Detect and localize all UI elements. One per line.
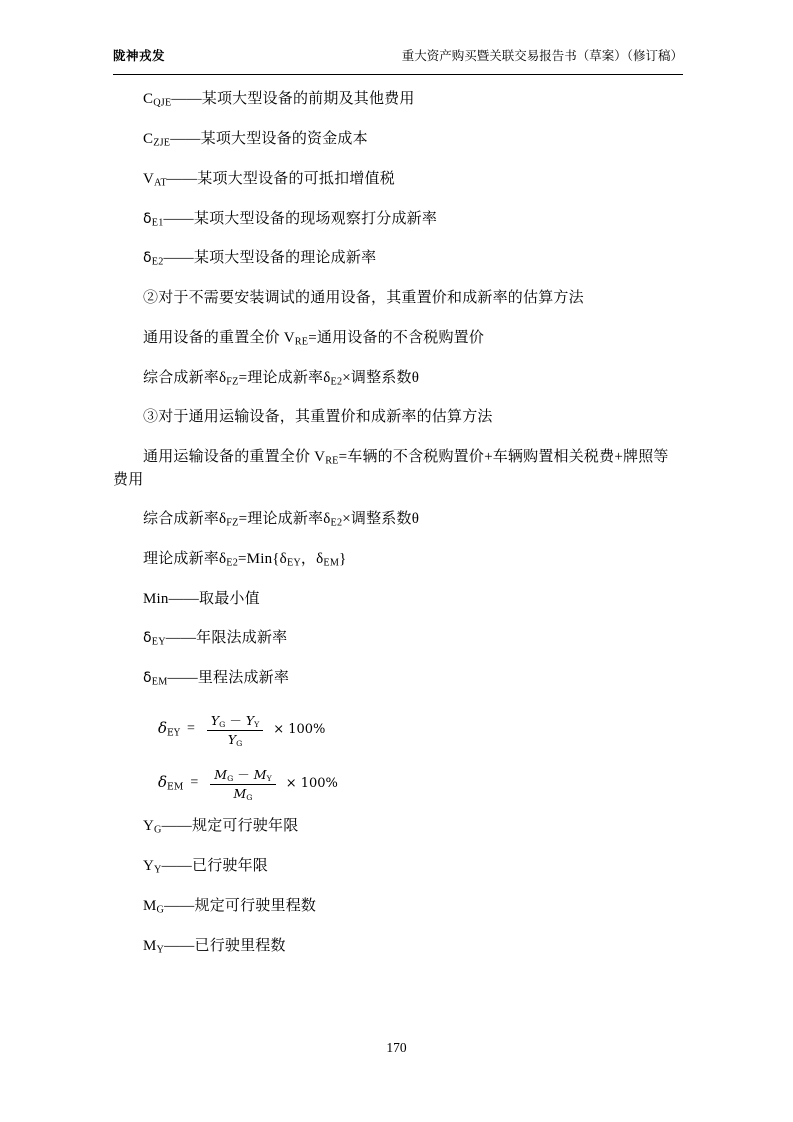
formula-denominator: $Y_G$ — [227, 731, 243, 748]
definition-line-cqje — [113, 88, 683, 111]
definition-text: ——里程法成新率 — [167, 670, 290, 687]
definition-line-my — [113, 935, 683, 958]
definition-line-mg — [113, 895, 683, 918]
formula-equals-sign: = — [190, 775, 199, 791]
definition-line-delta-e1 — [113, 208, 683, 231]
page-content — [113, 88, 683, 975]
definition-text: ——已行驶年限 — [161, 857, 269, 874]
symbol-delta-subscript: FZ — [226, 376, 239, 388]
formula-numerator: $Y_G - Y_Y$ — [207, 711, 263, 731]
formula-text: =理论成新率δ — [238, 369, 331, 386]
definition-line-czje — [113, 128, 683, 151]
composite-rate-label: 综合成新率δ — [143, 369, 227, 386]
definition-line-vat — [113, 168, 683, 191]
formula-line-delta-fz-general — [113, 367, 683, 390]
definition-text: ——年限法成新率 — [165, 630, 288, 647]
formula-denominator: $M_G$ — [233, 785, 253, 802]
theoretical-rate-label: 理论成新率δ — [143, 551, 227, 568]
page-header — [113, 46, 683, 72]
symbol-delta: δ — [143, 630, 152, 647]
paragraph-item-3: ③对于通用运输设备，其重置价和成新率的估算方法 — [143, 409, 493, 426]
page-number: 170 — [386, 1040, 407, 1055]
symbol-c-subscript: ZJE — [153, 137, 171, 149]
symbol-delta: δ — [143, 670, 152, 687]
formula-numerator: $M_G - M_Y$ — [210, 765, 275, 785]
formula-text: =车辆的不含税购置价+车辆购置相关税费+牌照等费用 — [113, 448, 669, 488]
symbol-v: V — [143, 170, 155, 187]
symbol-delta-subscript-2: EY — [286, 557, 301, 569]
formula-fraction — [207, 711, 263, 748]
symbol-c-subscript: QJE — [153, 97, 172, 109]
symbol-delta-subscript: E2 — [226, 557, 238, 569]
symbol-v-subscript: AT — [154, 177, 167, 189]
formula-percent-multiplier: × 100% — [273, 721, 326, 737]
formula-fraction — [210, 765, 275, 802]
symbol-delta-subscript: EY — [151, 636, 166, 648]
formula-percent-multiplier: × 100% — [285, 775, 338, 791]
symbol-m-subscript: Y — [156, 944, 165, 956]
definition-line-yg — [113, 815, 683, 838]
formula-line-delta-e2-min — [113, 548, 683, 571]
symbol-y-subscript: Y — [154, 864, 162, 876]
formula-equals-sign: = — [186, 721, 195, 737]
definition-text: ——某项大型设备的可抵扣增值税 — [166, 170, 395, 187]
symbol-m-subscript: G — [156, 904, 165, 916]
formula-text: =Min{δ — [238, 551, 287, 568]
symbol-delta-subscript: E2 — [151, 256, 164, 268]
formula-block-delta-em — [113, 761, 683, 805]
formula-line-vre-general — [113, 327, 683, 350]
definition-text: ——某项大型设备的资金成本 — [170, 130, 368, 147]
symbol-delta: δ — [143, 250, 152, 267]
symbol-delta-subscript-2: E2 — [330, 376, 343, 388]
header-divider — [113, 74, 683, 75]
formula-lhs-symbol: $\delta_{EM}$ — [158, 773, 184, 793]
definition-text: ——某项大型设备的现场观察打分成新率 — [163, 210, 438, 227]
definition-text: ——规定可行驶里程数 — [164, 897, 317, 914]
formula-text-3: } — [339, 551, 347, 568]
symbol-delta-subscript: FZ — [226, 517, 239, 529]
definition-line-yy — [113, 855, 683, 878]
composite-rate-label: 综合成新率δ — [143, 511, 227, 528]
symbol-v-subscript: RE — [294, 336, 309, 348]
symbol-m: M — [143, 937, 157, 954]
symbol-c: C — [143, 130, 154, 147]
header-company-name: 陇神戎发 — [113, 49, 166, 63]
formula-text-2: ×调整系数θ — [342, 369, 420, 386]
symbol-delta: δ — [143, 210, 152, 227]
formula-text: =理论成新率δ — [238, 511, 331, 528]
definition-line-min: Min——取最小值 — [143, 590, 260, 607]
formula-lhs-symbol: $\delta_{EY}$ — [158, 719, 180, 739]
formula-text-2: ×调整系数θ — [342, 511, 420, 528]
definition-text: ——已行驶里程数 — [164, 937, 286, 954]
header-document-title: 重大资产购买暨关联交易报告书（草案）（修订稿） — [401, 49, 683, 63]
symbol-c: C — [143, 91, 154, 107]
definition-line-delta-em — [113, 667, 683, 690]
symbol-m: M — [143, 897, 157, 914]
formula-text: =通用设备的不含税购置价 — [308, 329, 485, 346]
paragraph-item-2: ②对于不需要安装调试的通用设备，其重置价和成新率的估算方法 — [143, 290, 584, 307]
symbol-delta-subscript-3: EM — [323, 557, 340, 569]
symbol-y: Y — [143, 818, 155, 835]
definition-line-delta-e2 — [113, 247, 683, 270]
definition-text: ——规定可行驶年限 — [161, 818, 299, 835]
formula-text-2: ，δ — [300, 551, 324, 568]
symbol-delta-subscript: E1 — [151, 217, 164, 229]
symbol-delta-subscript-2: E2 — [330, 517, 343, 529]
definition-text: ——某项大型设备的理论成新率 — [163, 250, 377, 267]
symbol-delta-subscript: EM — [151, 676, 168, 688]
replacement-price-label: 通用设备的重置全价 V — [143, 329, 295, 346]
symbol-y: Y — [143, 857, 155, 874]
symbol-y-subscript: G — [154, 824, 162, 836]
definition-text: ——某项大型设备的前期及其他费用 — [171, 91, 415, 107]
formula-line-delta-fz-transport — [113, 508, 683, 531]
definition-line-delta-ey — [113, 627, 683, 650]
symbol-v-subscript: RE — [325, 455, 339, 467]
formula-block-delta-ey — [113, 707, 683, 751]
formula-line-vre-transport — [113, 446, 683, 491]
transport-replacement-price-label: 通用运输设备的重置全价 V — [143, 448, 326, 465]
